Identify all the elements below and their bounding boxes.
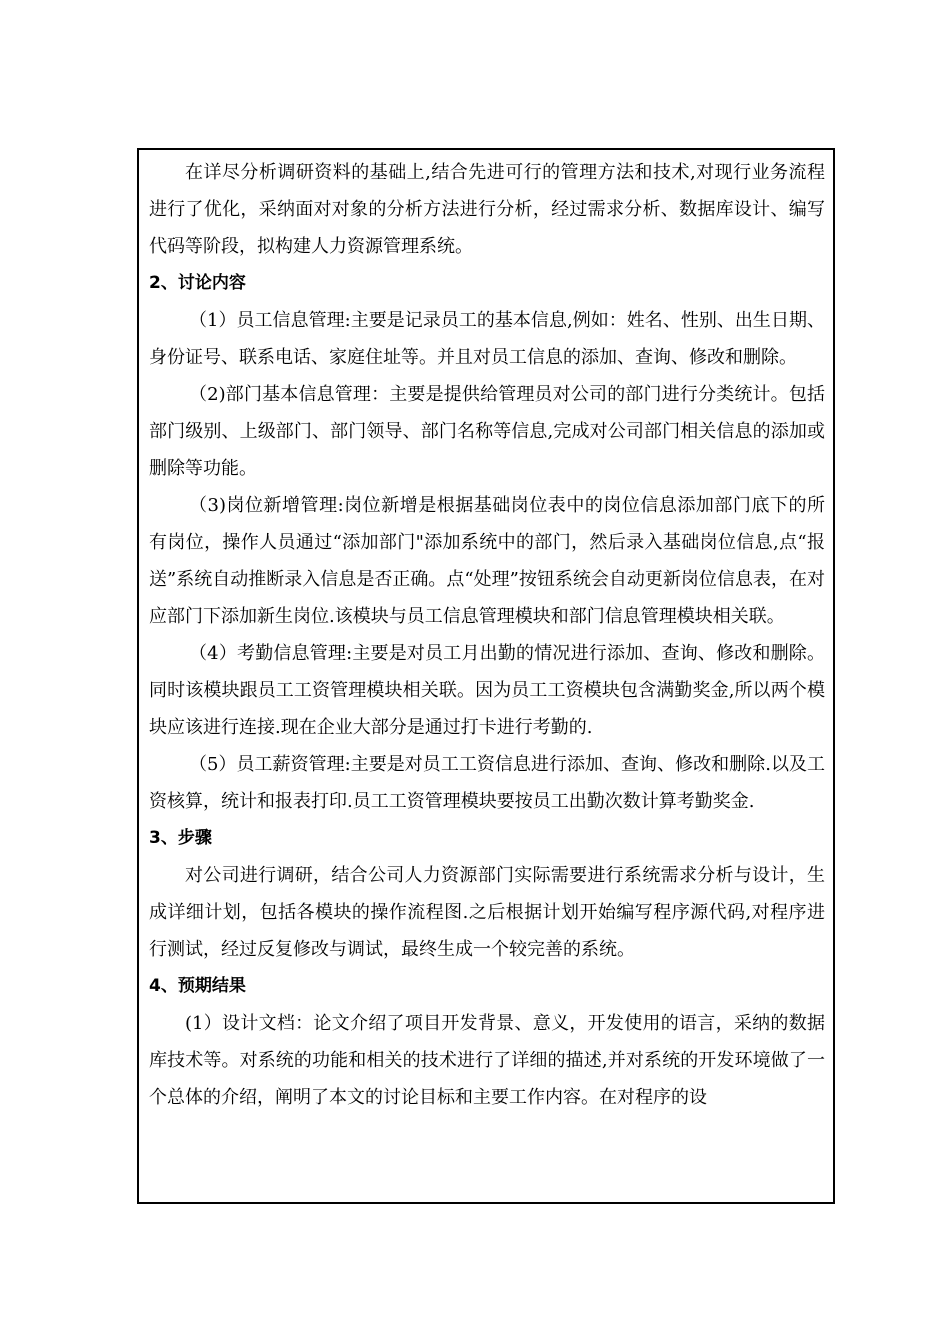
document-body [139, 150, 833, 1116]
paragraph-design-doc: (1）设计文档：论文介绍了项目开发背景、意义，开发使用的语言，采纳的数据库技术等。对系统的功能和相关的技术进行了详细的描述,并对系统的开发环境做了一个总体的介绍，阐明了本文的讨论目标和主要工作内容。在对程序的设 [149, 1013, 825, 1108]
paragraph-position-management: （3)岗位新增管理:岗位新增是根据基础岗位表中的岗位信息添加部门底下的所有岗位，操作人员通过“添加部门"添加系统中的部门，然后录入基础岗位信息,点“报送”系统自动推断录入信息是否正确。点“处理”按钮系统会自动更新岗位信息表，在对应部门下添加新生岗位.该模块与员工信息管理模块和部门信息管理模块相关联。 [149, 495, 825, 627]
section-heading-discussion: 2、讨论内容 [149, 273, 246, 293]
intro-paragraph: 在详尽分析调研资料的基础上,结合先进可行的管理方法和技术,对现行业务流程进行了优化，采纳面对对象的分析方法进行分析，经过需求分析、数据库设计、编写代码等阶段，拟构建人力资源管理系统。 [149, 162, 825, 257]
section-heading-steps: 3、步骤 [149, 828, 212, 848]
paragraph-salary: （5）员工薪资管理:主要是对员工工资信息进行添加、查询、修改和删除.以及工资核算，统计和报表打印.员工工资管理模块要按员工出勤次数计算考勤奖金. [149, 754, 825, 812]
section-heading-expected-results: 4、预期结果 [149, 976, 246, 996]
paragraph-attendance: （4）考勤信息管理:主要是对员工月出勤的情况进行添加、查询、修改和删除。同时该模块跟员工工资管理模块相关联。因为员工工资模块包含满勤奖金,所以两个模块应该进行连接.现在企业大部分是通过打卡进行考勤的. [149, 643, 825, 738]
document-frame [137, 148, 835, 1204]
paragraph-employee-info: （1）员工信息管理:主要是记录员工的基本信息,例如：姓名、性别、出生日期、身份证号、联系电话、家庭住址等。并且对员工信息的添加、查询、修改和删除。 [149, 310, 825, 368]
paragraph-department-info: （2)部门基本信息管理：主要是提供给管理员对公司的部门进行分类统计。包括部门级别、上级部门、部门领导、部门名称等信息,完成对公司部门相关信息的添加或删除等功能。 [149, 384, 825, 479]
paragraph-steps: 对公司进行调研，结合公司人力资源部门实际需要进行系统需求分析与设计，生成详细计划，包括各模块的操作流程图.之后根据计划开始编写程序源代码,对程序进行测试，经过反复修改与调试，最终生成一个较完善的系统。 [149, 865, 825, 960]
